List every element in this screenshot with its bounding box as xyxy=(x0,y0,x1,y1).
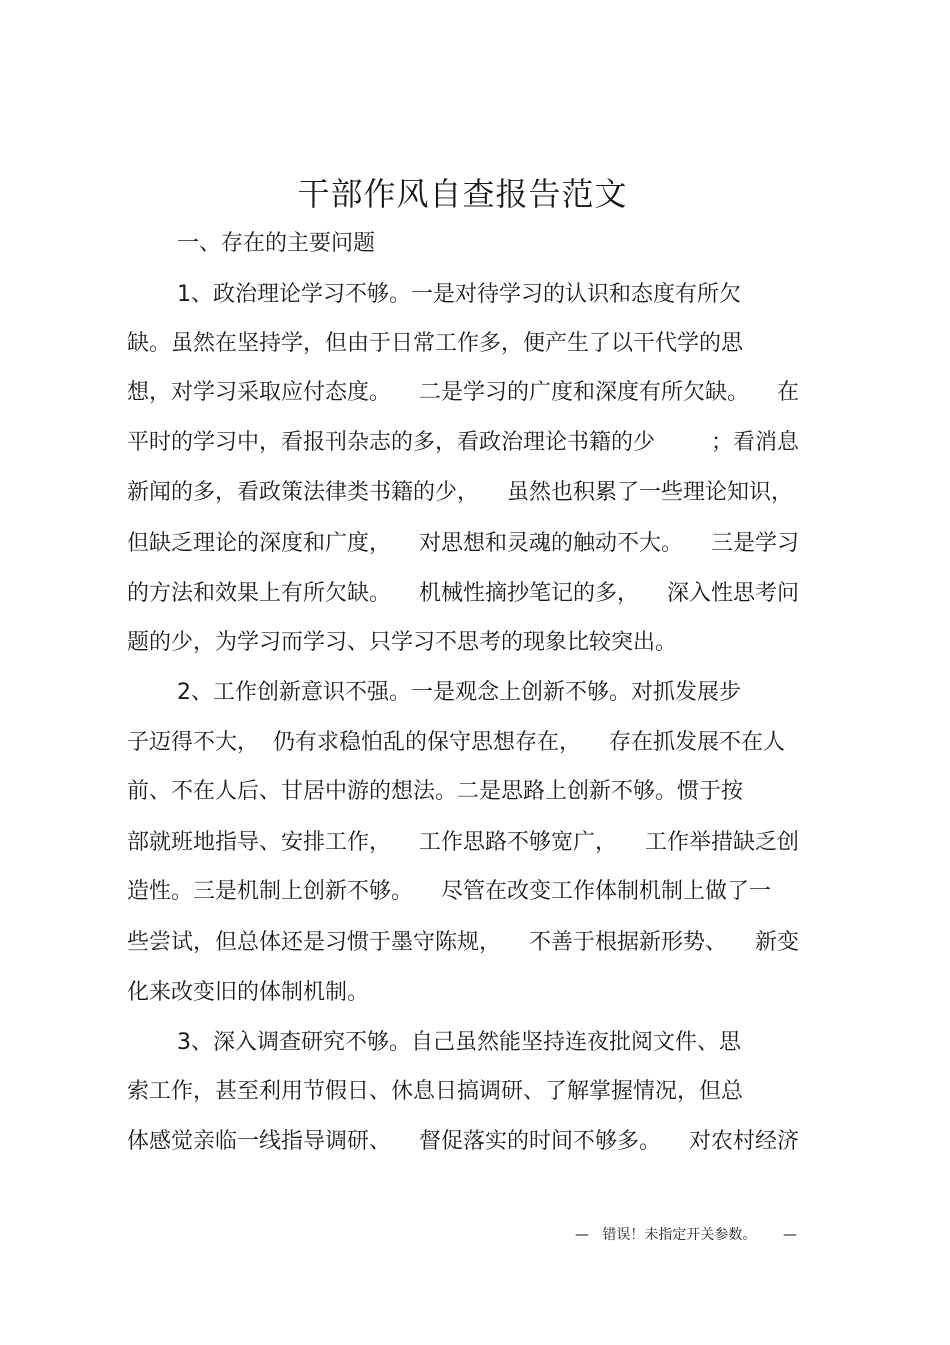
paragraph-line: 子迈得不大， 仍有求稳怕乱的保守思想存在， 存在抓发展不在人 xyxy=(127,730,785,755)
paragraph-line: 题的少，为学习而学习、只学习不思考的现象比较突出。 xyxy=(127,630,678,655)
paragraph-line: 前、不在人后、甘居中游的想法。二是思路上创新不够。惯于按 xyxy=(127,779,744,804)
paragraph-line: 新闻的多，看政策法律类书籍的少， 虽然也积累了一些理论知识， xyxy=(127,480,793,505)
paragraph-line: 些尝试，但总体还是习惯于墨守陈规， 不善于根据新形势、 新变 xyxy=(127,930,799,955)
paragraph-line: 的方法和效果上有所欠缺。 机械性摘抄笔记的多， 深入性思考问 xyxy=(127,581,799,606)
section-heading: 一、存在的主要问题 xyxy=(177,231,376,256)
paragraph-line: 但缺乏理论的深度和广度， 对思想和灵魂的触动不大。 三是学习 xyxy=(127,531,799,556)
document-title: 干部作风自查报告范文 xyxy=(297,175,628,213)
paragraph-line: 体感觉亲临一线指导调研、 督促落实的时间不够多。 对农村经济 xyxy=(127,1129,799,1154)
paragraph-line: 造性。三是机制上创新不够。 尽管在改变工作体制机制上做了一 xyxy=(127,879,771,904)
paragraph-line: 1、政治理论学习不够。一是对待学习的认识和态度有所欠 xyxy=(177,282,741,307)
paragraph-line: 部就班地指导、安排工作， 工作思路不够宽广， 工作举措缺乏创 xyxy=(127,830,799,855)
paragraph-line: 化来改变旧的体制机制。 xyxy=(127,980,370,1005)
paragraph-line: 想，对学习采取应付态度。 二是学习的广度和深度有所欠缺。 在 xyxy=(127,380,799,405)
page-footer: — 错误！未指定开关参数。 — xyxy=(575,1227,798,1243)
paragraph-line: 缺。虽然在坚持学，但由于日常工作多，便产生了以干代学的思 xyxy=(127,331,744,356)
paragraph-line: 平时的学习中，看报刊杂志的多，看政治理论书籍的少 ；看消息 xyxy=(127,430,799,455)
paragraph-line: 3、深入调查研究不够。自己虽然能坚持连夜批阅文件、思 xyxy=(177,1030,741,1055)
paragraph-line: 2、工作创新意识不强。一是观念上创新不够。对抓发展步 xyxy=(177,680,741,705)
paragraph-line: 索工作，甚至利用节假日、休息日搞调研、了解掌握情况，但总 xyxy=(127,1079,744,1104)
